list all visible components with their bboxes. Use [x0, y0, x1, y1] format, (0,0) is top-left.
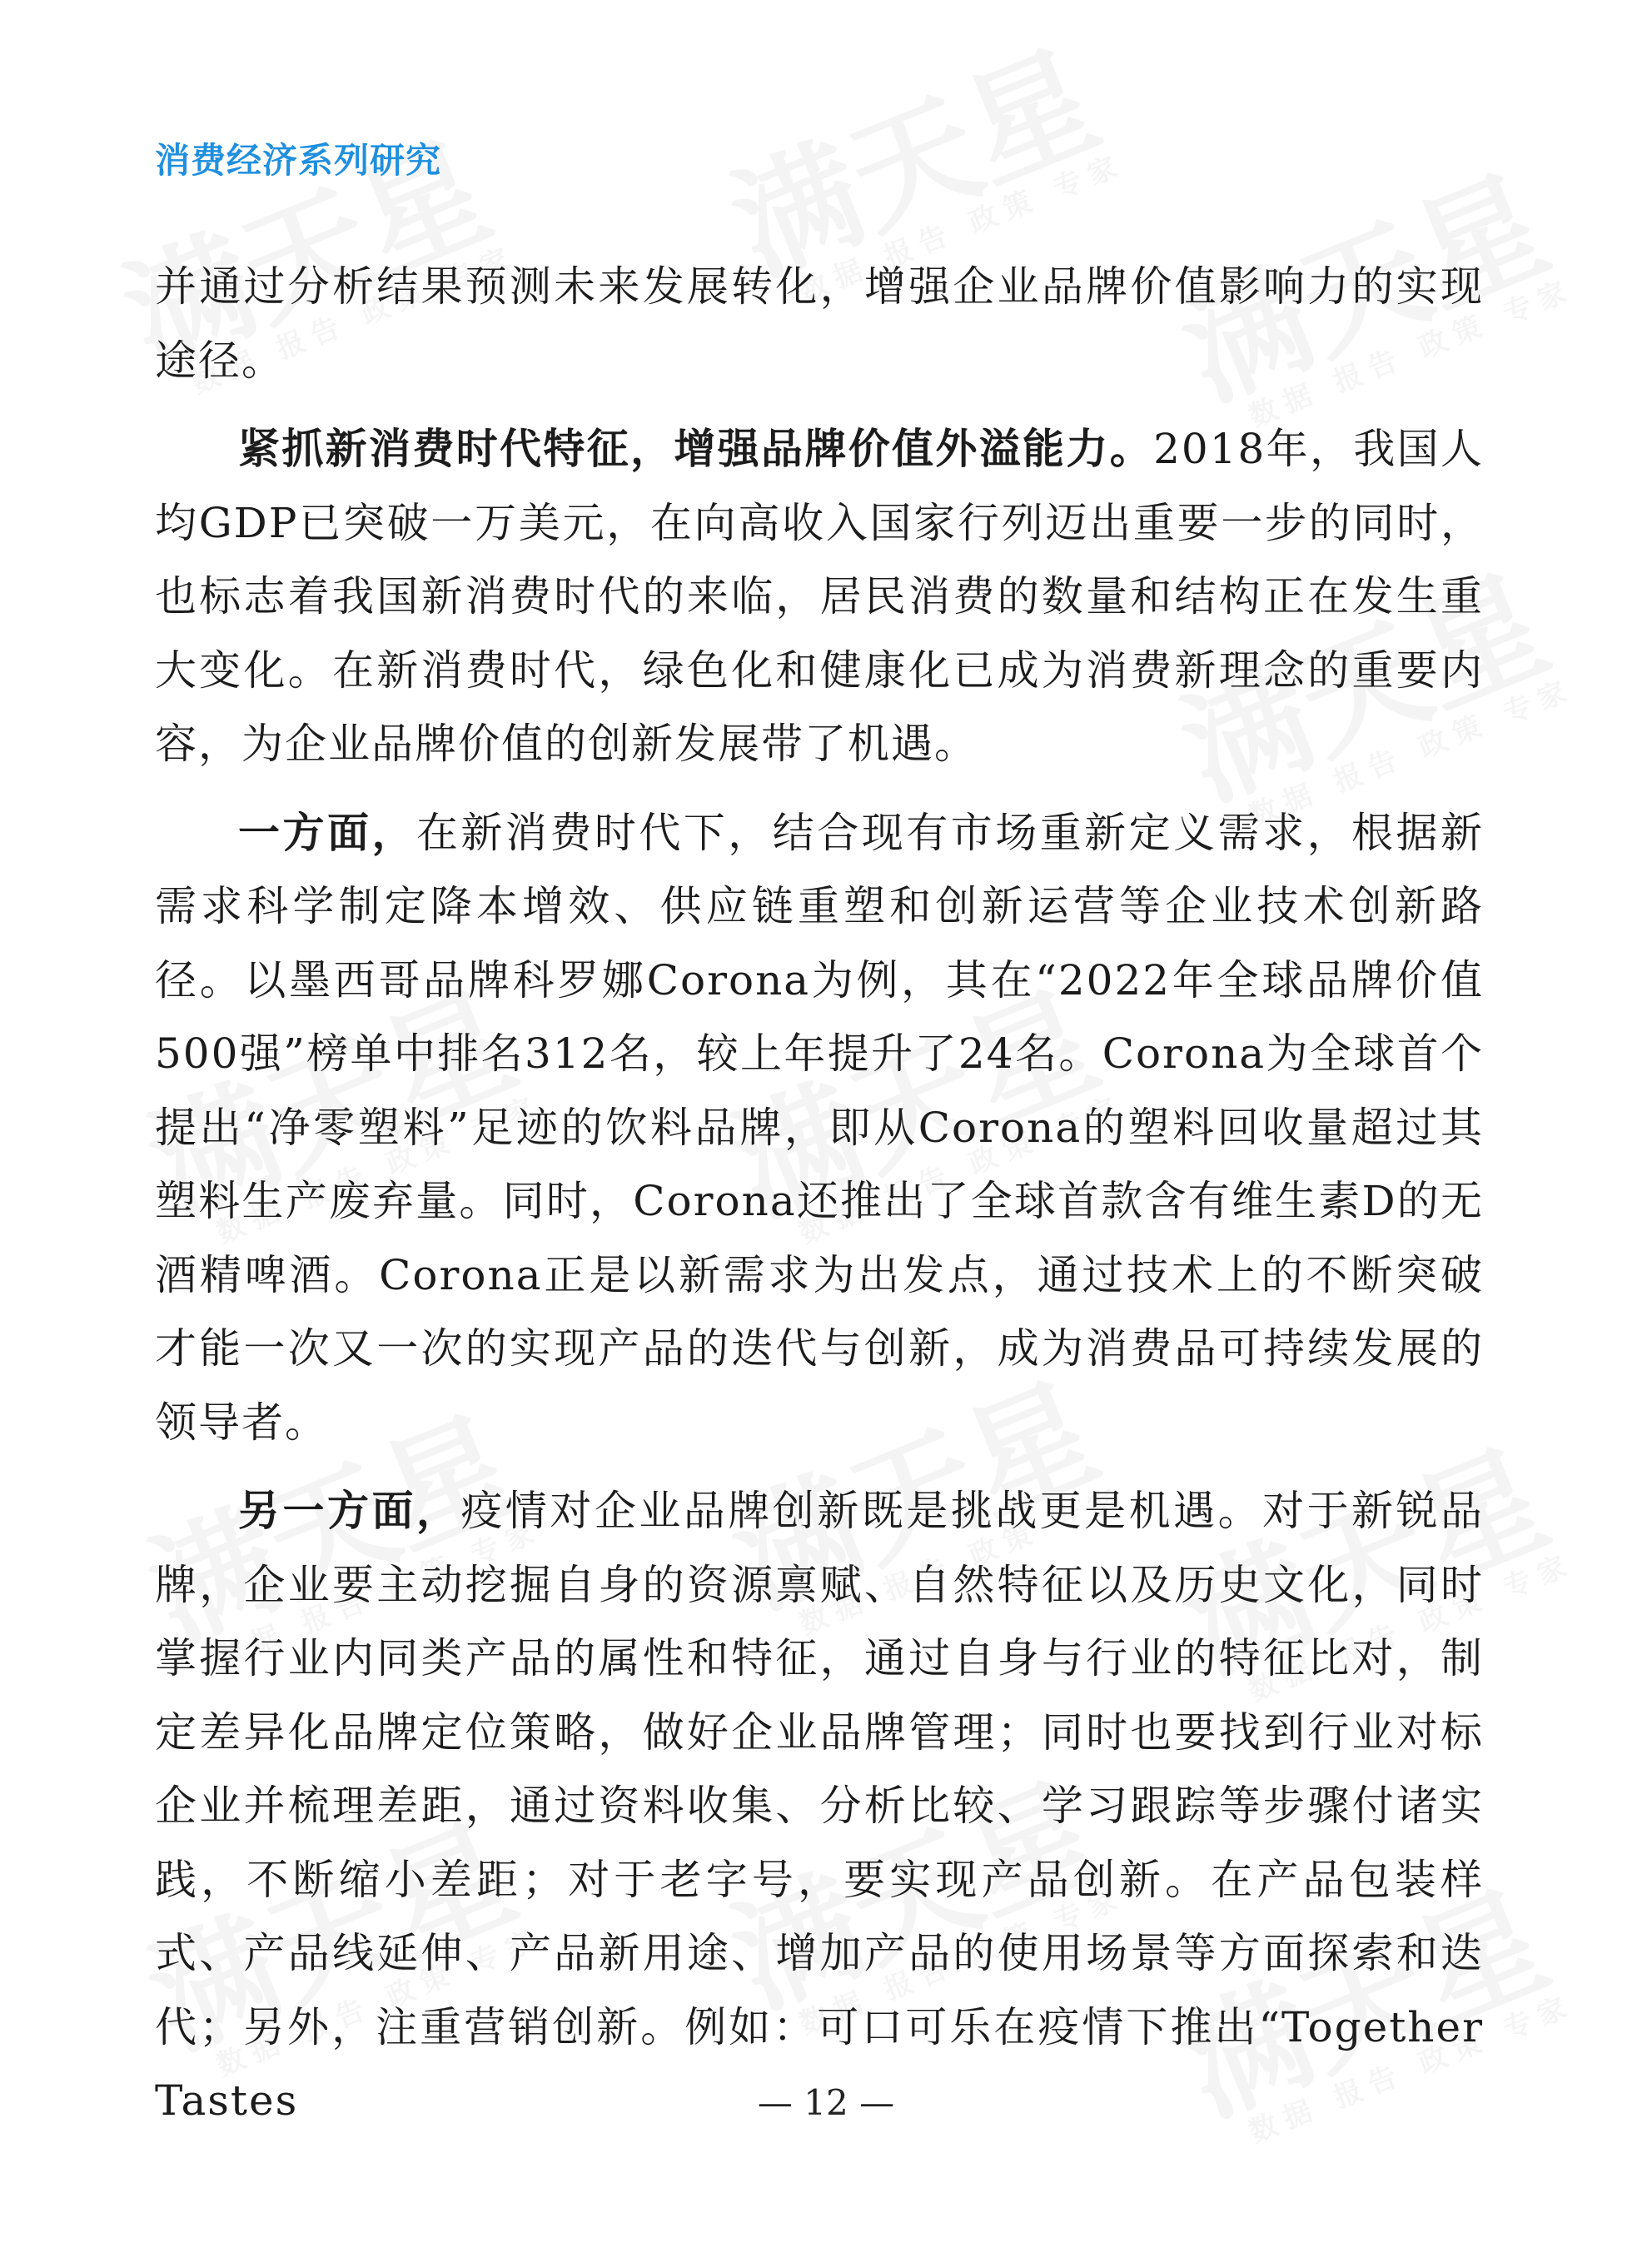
paragraph-text: 疫情对企业品牌创新既是挑战更是机遇。对于新锐品牌，企业要主动挖掘自身的资源禀赋、自然特征以及历史文化，同时掌握行业内同类产品的属性和特征，通过自身与行业的特征比对，制定差异化品牌定位策略，做好企业品牌管理；同时也要找到行业对标企业并梳理差距，通过资料收集、分析比较、学习跟踪等步骤付诸实践，不断缩小差距；对于老字号，要实现产品创新。在产品包装样式、产品线延伸、产品新用途、增加产品的使用场景等方面探索和迭代；另外，注重营销创新。例如：可口可乐在疫情下推出“Together Tastes	[155, 1487, 1485, 2125]
paragraph-continuation	[155, 250, 1484, 397]
paragraph-line: 并通过分析结果预测未来发展转化，增强企业品牌价值影响力的实现	[155, 262, 1484, 311]
paragraph-lead: 另一方面，	[238, 1486, 461, 1535]
report-series-title: 消费经济系列研究	[155, 140, 442, 181]
document-body	[155, 250, 1484, 2153]
paragraph-lead: 一方面，	[238, 807, 416, 857]
paragraph-text: 2018年，我国人均GDP已突破一万美元，在向高收入国家行列迈出重要一步的同时，也标志着我国新消费时代的来临，居民消费的数量和结构正在发生重大变化。在新消费时代，绿色化和健康化已成为消费新理念的重要内容，为企业品牌价值的创新发展带了机遇。	[155, 425, 1485, 768]
page-number: — 12 —	[757, 2082, 895, 2123]
paragraph-lead: 紧抓新消费时代特征，增强品牌价值外溢能力。	[238, 424, 1154, 473]
paragraph-line: 途径。	[155, 336, 285, 385]
paragraph-text: 在新消费时代下，结合现有市场重新定义需求，根据新需求科学制定降本增效、供应链重塑和创新运营等企业技术创新路径。以墨西哥品牌科罗娜Corona为例，其在“2022年全球品牌价值500强”榜单中排名312名，较上年提升了24名。Corona为全球首个提出“净零塑料”足迹的饮料品牌，即从Corona的塑料回收量超过其塑料生产废弃量。同时，Corona还推出了全球首款含有维生素D的无酒精啤酒。Corona正是以新需求为出发点，通过技术上的不断突破才能一次又一次的实现产品的迭代与创新，成为消费品可持续发展的领导者。	[155, 808, 1485, 1447]
paragraph-on-one-hand	[155, 796, 1484, 1460]
paragraph-new-consumption	[155, 412, 1484, 781]
paragraph-on-the-other-hand	[155, 1474, 1484, 2138]
